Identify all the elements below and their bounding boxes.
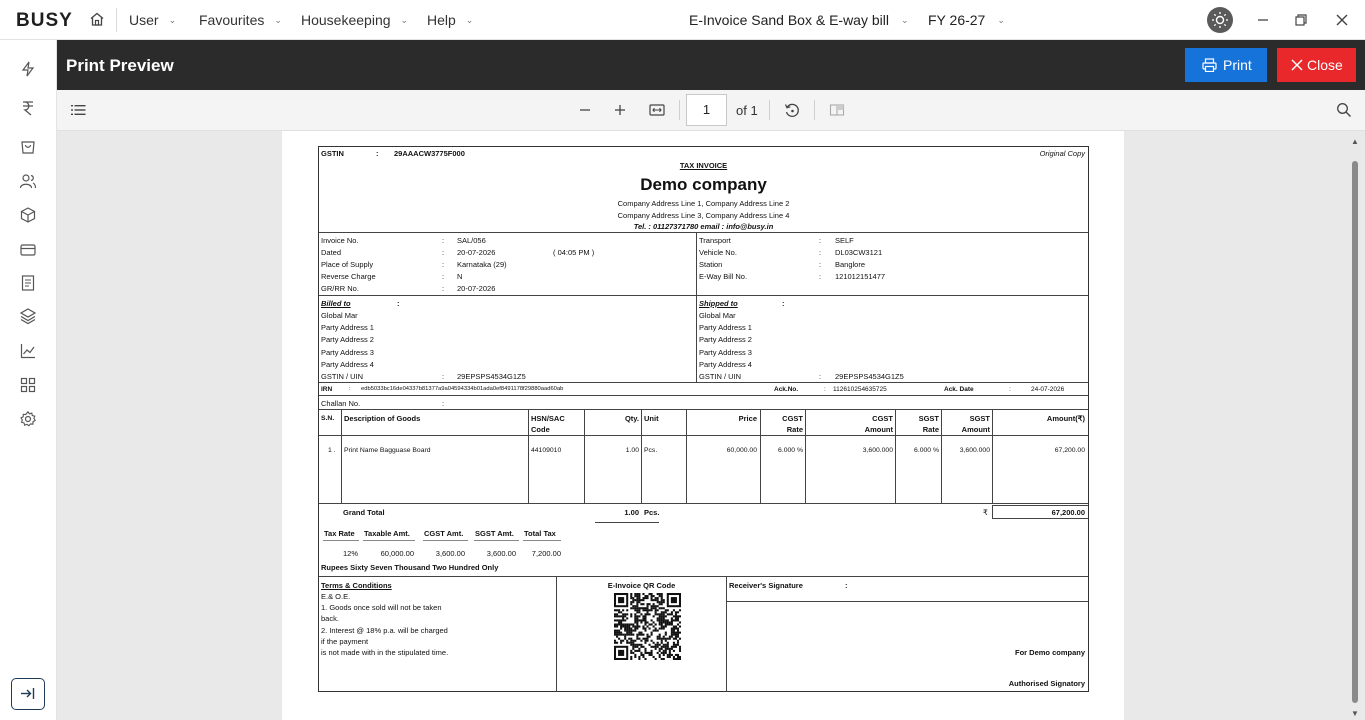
users-icon[interactable] (19, 172, 37, 190)
company-selector[interactable] (689, 12, 909, 28)
total-tax-header: Total Tax (524, 529, 556, 538)
transport-value: SELF (835, 236, 854, 245)
copy-label: Original Copy (1039, 149, 1085, 158)
vehicle-no-value: DL03CW3121 (835, 248, 883, 257)
gstin-label: GSTIN (321, 149, 344, 158)
divider (726, 576, 727, 692)
receivers-signature-separator: : (845, 581, 848, 590)
shipped-to-line: Party Address 2 (699, 335, 752, 344)
outline-list-icon[interactable] (70, 102, 86, 118)
divider (319, 382, 1088, 383)
divider (595, 522, 659, 523)
divider (992, 505, 993, 518)
sgst-amt-value: 3,600.00 (486, 549, 516, 558)
challan-label: Challan No. (321, 399, 361, 408)
divider (760, 409, 761, 503)
billed-to-heading: Billed to (321, 299, 351, 308)
amount-in-words: Rupees Sixty Seven Thousand Two Hundred Only (321, 563, 499, 572)
item-qty: 1.00 (625, 447, 639, 454)
page-title: Print Preview (66, 56, 174, 75)
menu-help-label: Help (427, 12, 456, 28)
dated-value: 20-07-2026 (457, 248, 496, 257)
col-cgst-rate-2: Rate (786, 425, 803, 434)
divider (323, 540, 359, 541)
pdf-toolbar (57, 90, 1365, 131)
qr-code-label: E-Invoice QR Code (607, 581, 676, 590)
place-of-supply-value: Karnataka (29) (457, 260, 507, 269)
item-sn: 1 . (328, 447, 336, 454)
divider (319, 295, 1088, 296)
col-sgst-rate-2: Rate (922, 425, 939, 434)
scroll-down-arrow-icon[interactable]: ▼ (1351, 709, 1359, 718)
divider (341, 409, 342, 503)
chart-line-icon[interactable] (19, 342, 37, 360)
col-cgst-amount: CGST (872, 414, 893, 423)
dated-label: Dated (321, 248, 342, 257)
shipped-to-line: Party Address 1 (699, 323, 752, 332)
col-hsn: HSN/SAC (531, 414, 565, 423)
shipped-to-line: Party Address 3 (699, 348, 752, 357)
divider (528, 409, 529, 503)
app-top-bar (0, 0, 1365, 40)
separator: : (442, 372, 445, 381)
grid-icon[interactable] (19, 376, 37, 394)
col-qty: Qty. (624, 414, 639, 423)
document-viewer[interactable] (57, 131, 1365, 720)
fit-width-icon[interactable] (649, 102, 665, 118)
separator: : (819, 248, 822, 257)
item-unit: Pcs. (644, 447, 658, 454)
chevron-down-icon: ⌄ (997, 15, 1005, 25)
divider (319, 503, 1088, 504)
menu-divider (116, 8, 117, 32)
separator: : (819, 372, 822, 381)
separator: : (442, 236, 445, 245)
sidebar-expand-button[interactable] (11, 678, 45, 710)
theme-toggle-button[interactable] (1207, 7, 1233, 33)
shipped-gstin-value: 29EPSPS4534G1Z5 (835, 372, 904, 381)
cgst-amt-value: 3,600.00 (435, 549, 465, 558)
company-address-line2: Company Address Line 3, Company Address Line 4 (617, 211, 790, 220)
col-cgst-amount-2: Amount (864, 425, 893, 434)
divider (805, 409, 806, 503)
rupee-symbol: ₹ (983, 508, 988, 517)
tax-rate-header: Tax Rate (324, 529, 355, 538)
divider (696, 232, 697, 382)
pdf-page (282, 131, 1124, 720)
menu-housekeeping-label: Housekeeping (301, 12, 391, 28)
shipped-to-line: Global Mar (699, 311, 736, 320)
close-button-label: Close (1307, 57, 1343, 73)
logo-text: BUSY (16, 10, 73, 31)
ack-no-value: 112610254635725 (833, 386, 887, 393)
page-number-input[interactable]: 1 (686, 94, 727, 126)
minimize-icon[interactable] (1254, 11, 1272, 29)
billed-gstin-value: 29EPSPS4534G1Z5 (457, 372, 526, 381)
ack-date-label: Ack. Date (944, 386, 974, 393)
divider (319, 576, 1088, 577)
billed-to-line: Global Mar (321, 311, 358, 320)
divider (686, 409, 687, 503)
billed-gstin-label: GSTIN / UIN (321, 372, 364, 381)
grand-total-qty: 1.00 (624, 508, 639, 517)
station-value: Banglore (835, 260, 866, 269)
item-price: 60,000.00 (726, 447, 757, 454)
billed-to-line: Party Address 2 (321, 335, 374, 344)
grand-total-label: Grand Total (343, 508, 385, 517)
search-icon[interactable] (1336, 102, 1352, 118)
gstin-separator: : (376, 149, 379, 158)
item-cgst-rate: 6.000 % (778, 447, 803, 454)
invoice-no-label: Invoice No. (321, 236, 359, 245)
tax-rate-value: 12% (342, 549, 358, 558)
toolbar-divider (679, 100, 680, 120)
qr-code-image (614, 593, 681, 660)
separator: : (442, 284, 445, 293)
irn-label: IRN (321, 386, 333, 393)
billed-to-line: Party Address 1 (321, 323, 374, 332)
scroll-up-arrow-icon[interactable]: ▲ (1351, 137, 1359, 146)
col-description: Description of Goods (344, 414, 421, 423)
divider (556, 576, 557, 692)
company-contact: Tel. : 01127371780 email : info@busy.in (633, 222, 774, 231)
col-amount: Amount(₹) (1046, 414, 1085, 423)
invoice-time: ( 04:05 PM ) (553, 248, 595, 257)
billed-to-line: Party Address 3 (321, 348, 374, 357)
box-icon[interactable] (19, 206, 37, 224)
zoom-in-icon[interactable] (612, 102, 628, 118)
divider (423, 540, 468, 541)
separator: : (442, 260, 445, 269)
item-sgst-rate: 6.000 % (914, 447, 939, 454)
separator: : (442, 399, 445, 408)
irn-value: edb5033bc16de04337b81377a9a04594334b01ada0ef8491178f29880aad60ab (361, 386, 564, 392)
item-amount: 67,200.00 (1054, 447, 1085, 454)
transport-label: Transport (699, 236, 731, 245)
col-cgst-rate: CGST (782, 414, 803, 423)
vertical-scrollbar-thumb[interactable] (1352, 161, 1358, 703)
grrr-no-label: GR/RR No. (321, 284, 359, 293)
menu-favourites[interactable] (199, 12, 282, 28)
close-window-icon[interactable] (1333, 11, 1351, 29)
receivers-signature-label: Receiver's Signature (729, 581, 803, 590)
col-sgst-amount: SGST (969, 414, 990, 423)
col-unit: Unit (644, 414, 659, 423)
col-sgst-amount-2: Amount (961, 425, 990, 434)
vehicle-no-label: Vehicle No. (699, 248, 737, 257)
shipped-to-line: Party Address 4 (699, 360, 752, 369)
close-button[interactable] (1277, 48, 1356, 82)
close-icon (1291, 59, 1303, 71)
reverse-charge-value: N (457, 272, 463, 281)
separator: : (782, 299, 785, 308)
menu-user-label: User (129, 12, 159, 28)
separator: : (349, 386, 351, 392)
separator: : (1009, 386, 1011, 393)
divider (319, 409, 1088, 410)
authorised-signatory-label: Authorised Signatory (1008, 679, 1085, 688)
rupee-icon[interactable] (19, 99, 37, 117)
separator: : (819, 260, 822, 269)
separator: : (819, 272, 822, 281)
fy-selector[interactable] (928, 12, 1005, 28)
divider (474, 540, 519, 541)
company-address-line1: Company Address Line 1, Company Address Line 2 (617, 199, 790, 208)
chevron-down-icon: ⌄ (168, 15, 177, 25)
menu-housekeeping[interactable] (301, 12, 408, 28)
lightning-icon[interactable] (19, 60, 37, 78)
separator: : (824, 386, 826, 393)
col-sn: S.N. (321, 415, 335, 422)
busy-logo (16, 10, 73, 32)
divider (992, 505, 1088, 506)
two-page-view-icon[interactable] (829, 102, 845, 118)
divider (992, 409, 993, 503)
col-price: Price (738, 414, 757, 423)
left-sidebar (0, 40, 57, 720)
chevron-down-icon: ⌄ (400, 15, 409, 25)
taxable-amt-value: 60,000.00 (380, 549, 414, 558)
company-gstin: 29AAACW3775F000 (394, 149, 465, 158)
grand-total-unit: Pcs. (644, 508, 660, 517)
card-icon[interactable] (19, 241, 37, 259)
chevron-down-icon: ⌄ (274, 15, 282, 25)
eway-bill-value: 121012151477 (835, 272, 886, 281)
shipped-to-heading: Shipped to (699, 299, 738, 308)
menu-favourites-label: Favourites (199, 12, 265, 28)
terms-line: back. (321, 614, 339, 623)
invoice-no-value: SAL/056 (457, 236, 486, 245)
terms-line: E.& O.E. (321, 592, 351, 601)
divider (992, 518, 1088, 519)
toolbar-divider (769, 100, 770, 120)
chevron-down-icon: ⌄ (900, 15, 909, 25)
separator: : (442, 248, 445, 257)
divider (319, 395, 1088, 396)
menu-help[interactable] (427, 12, 473, 28)
total-tax-value: 7,200.00 (531, 549, 561, 558)
grand-total-amount: 67,200.00 (1051, 508, 1085, 517)
page-count: of 1 (736, 103, 758, 118)
sgst-amt-header: SGST Amt. (475, 529, 514, 538)
divider (641, 409, 642, 503)
separator: : (442, 272, 445, 281)
taxable-amt-header: Taxable Amt. (364, 529, 410, 538)
item-description: Print Name Bagguase Board (344, 447, 431, 454)
print-button-label: Print (1223, 57, 1252, 73)
terms-line: 1. Goods once sold will not be taken (321, 603, 442, 612)
settings-gear-icon[interactable] (19, 410, 37, 428)
menu-user[interactable] (129, 12, 176, 28)
chevron-down-icon: ⌄ (465, 15, 474, 25)
col-hsn-code: Code (531, 425, 550, 434)
toolbar-divider (814, 100, 815, 120)
terms-heading: Terms & Conditions (321, 581, 392, 590)
terms-line: if the payment (321, 637, 369, 646)
divider (584, 409, 585, 503)
print-preview-header (57, 40, 1365, 90)
restore-icon[interactable] (1292, 11, 1310, 29)
divider (319, 232, 1088, 233)
fy-label: FY 26-27 (928, 12, 986, 28)
divider (895, 409, 896, 503)
sun-icon (1207, 7, 1233, 33)
company-name: Demo company (640, 175, 767, 194)
for-company-label: For Demo company (1014, 648, 1085, 657)
terms-line: is not made with in the stipulated time. (321, 648, 449, 657)
grrr-no-value: 20-07-2026 (457, 284, 496, 293)
shipped-gstin-label: GSTIN / UIN (699, 372, 742, 381)
zoom-out-icon[interactable] (577, 102, 593, 118)
col-sgst-rate: SGST (918, 414, 939, 423)
ack-no-label: Ack.No. (774, 386, 799, 393)
billed-to-line: Party Address 4 (321, 360, 374, 369)
document-title: TAX INVOICE (679, 161, 728, 170)
divider (726, 601, 1088, 602)
item-sgst-amount: 3,600.000 (959, 447, 990, 454)
cgst-amt-header: CGST Amt. (424, 529, 464, 538)
rotate-icon[interactable] (784, 102, 800, 118)
divider (363, 540, 415, 541)
arrow-right-bar-icon (12, 679, 43, 708)
home-icon[interactable] (89, 11, 105, 27)
document-icon[interactable] (19, 274, 37, 292)
divider (941, 409, 942, 503)
divider (319, 435, 1088, 436)
reverse-charge-label: Reverse Charge (321, 272, 376, 281)
company-name: E-Invoice Sand Box & E-way bill (689, 12, 889, 28)
ack-date-value: 24-07-2026 (1031, 386, 1065, 393)
divider (523, 540, 561, 541)
place-of-supply-label: Place of Supply (321, 260, 374, 269)
layers-icon[interactable] (19, 307, 37, 325)
separator: : (397, 299, 400, 308)
printer-icon (1202, 58, 1217, 72)
shopping-bag-icon[interactable] (19, 137, 37, 155)
tax-invoice (318, 146, 1089, 692)
terms-line: 2. Interest @ 18% p.a. will be charged (321, 626, 448, 635)
separator: : (819, 236, 822, 245)
item-cgst-amount: 3,600.000 (862, 447, 893, 454)
print-button[interactable] (1185, 48, 1267, 82)
item-hsn: 44109010 (531, 447, 562, 454)
station-label: Station (699, 260, 723, 269)
eway-bill-label: E-Way Bill No. (699, 272, 748, 281)
